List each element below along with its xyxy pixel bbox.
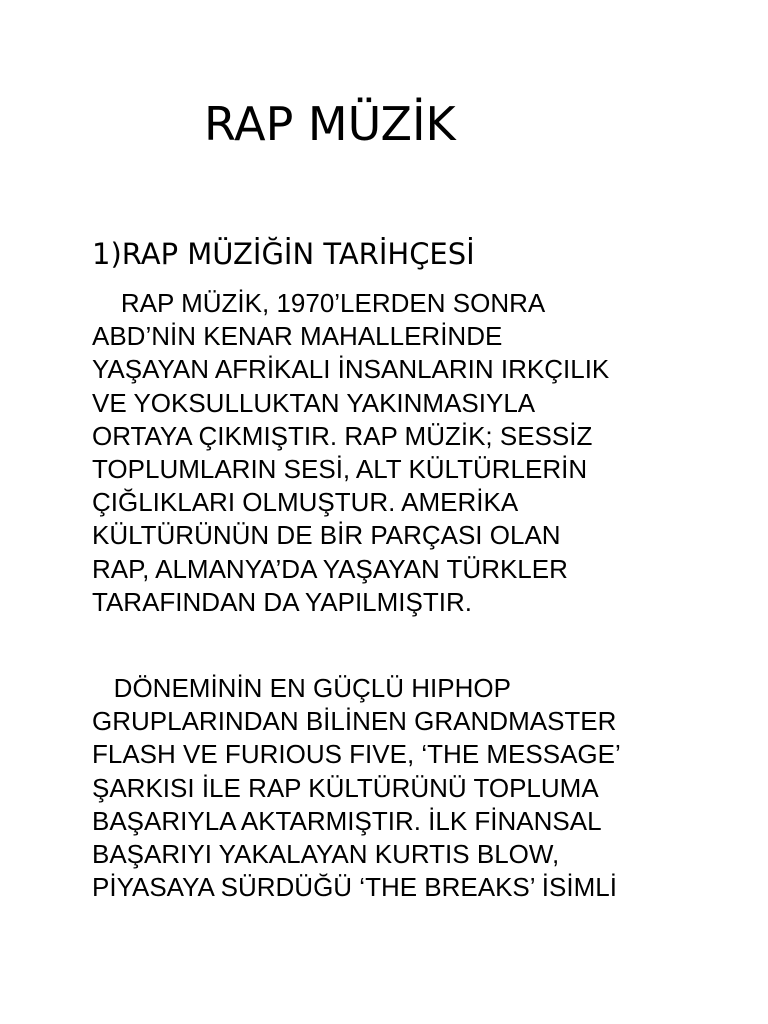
paragraph-line: RAP, ALMANYA’DA YAŞAYAN TÜRKLER [92, 553, 568, 584]
paragraph-line: TARAFINDAN DA YAPILMIŞTIR. [92, 586, 472, 617]
paragraph-line: ABD’NİN KENAR MAHALLERİNDE [92, 321, 503, 352]
paragraph-line: BAŞARIYI YAKALAYAN KURTIS BLOW, [92, 839, 560, 870]
paragraph-line: KÜLTÜRÜNÜN DE BİR PARÇASI OLAN [92, 520, 561, 551]
paragraph-line: GRUPLARINDAN BİLİNEN GRANDMASTER [92, 706, 617, 737]
paragraph-line: PİYASAYA SÜRDÜĞÜ ‘THE BREAKS’ İSİMLİ [92, 872, 617, 903]
paragraph-line: BAŞARIYLA AKTARMIŞTIR. İLK FİNANSAL [92, 805, 602, 836]
paragraph-line: ŞARKISI İLE RAP KÜLTÜRÜNÜ TOPLUMA [92, 772, 599, 803]
document-title: RAP MÜZİK [204, 97, 456, 151]
section-heading: 1)RAP MÜZİĞİN TARİHÇESİ [92, 237, 475, 271]
paragraph-line: ÇIĞLIKLARI OLMUŞTUR. AMERİKA [92, 487, 519, 518]
paragraph-line: FLASH VE FURIOUS FIVE, ‘THE MESSAGE’ [92, 739, 621, 770]
paragraph-line: DÖNEMİNİN EN GÜÇLÜ HIPHOP [92, 673, 511, 703]
paragraph-2 [92, 672, 692, 904]
paragraph-line: VE YOKSULLUKTAN YAKINMASIYLA [92, 387, 536, 418]
paragraph-line: YAŞAYAN AFRİKALI İNSANLARIN IRKÇILIK [92, 354, 610, 385]
paragraph-line: ORTAYA ÇIKMIŞTIR. RAP MÜZİK; SESSİZ [92, 420, 593, 451]
paragraph-1 [92, 287, 692, 619]
paragraph-line: RAP MÜZİK, 1970’LERDEN SONRA [92, 288, 546, 318]
paragraph-line: TOPLUMLARIN SESİ, ALT KÜLTÜRLERİN [92, 454, 588, 485]
